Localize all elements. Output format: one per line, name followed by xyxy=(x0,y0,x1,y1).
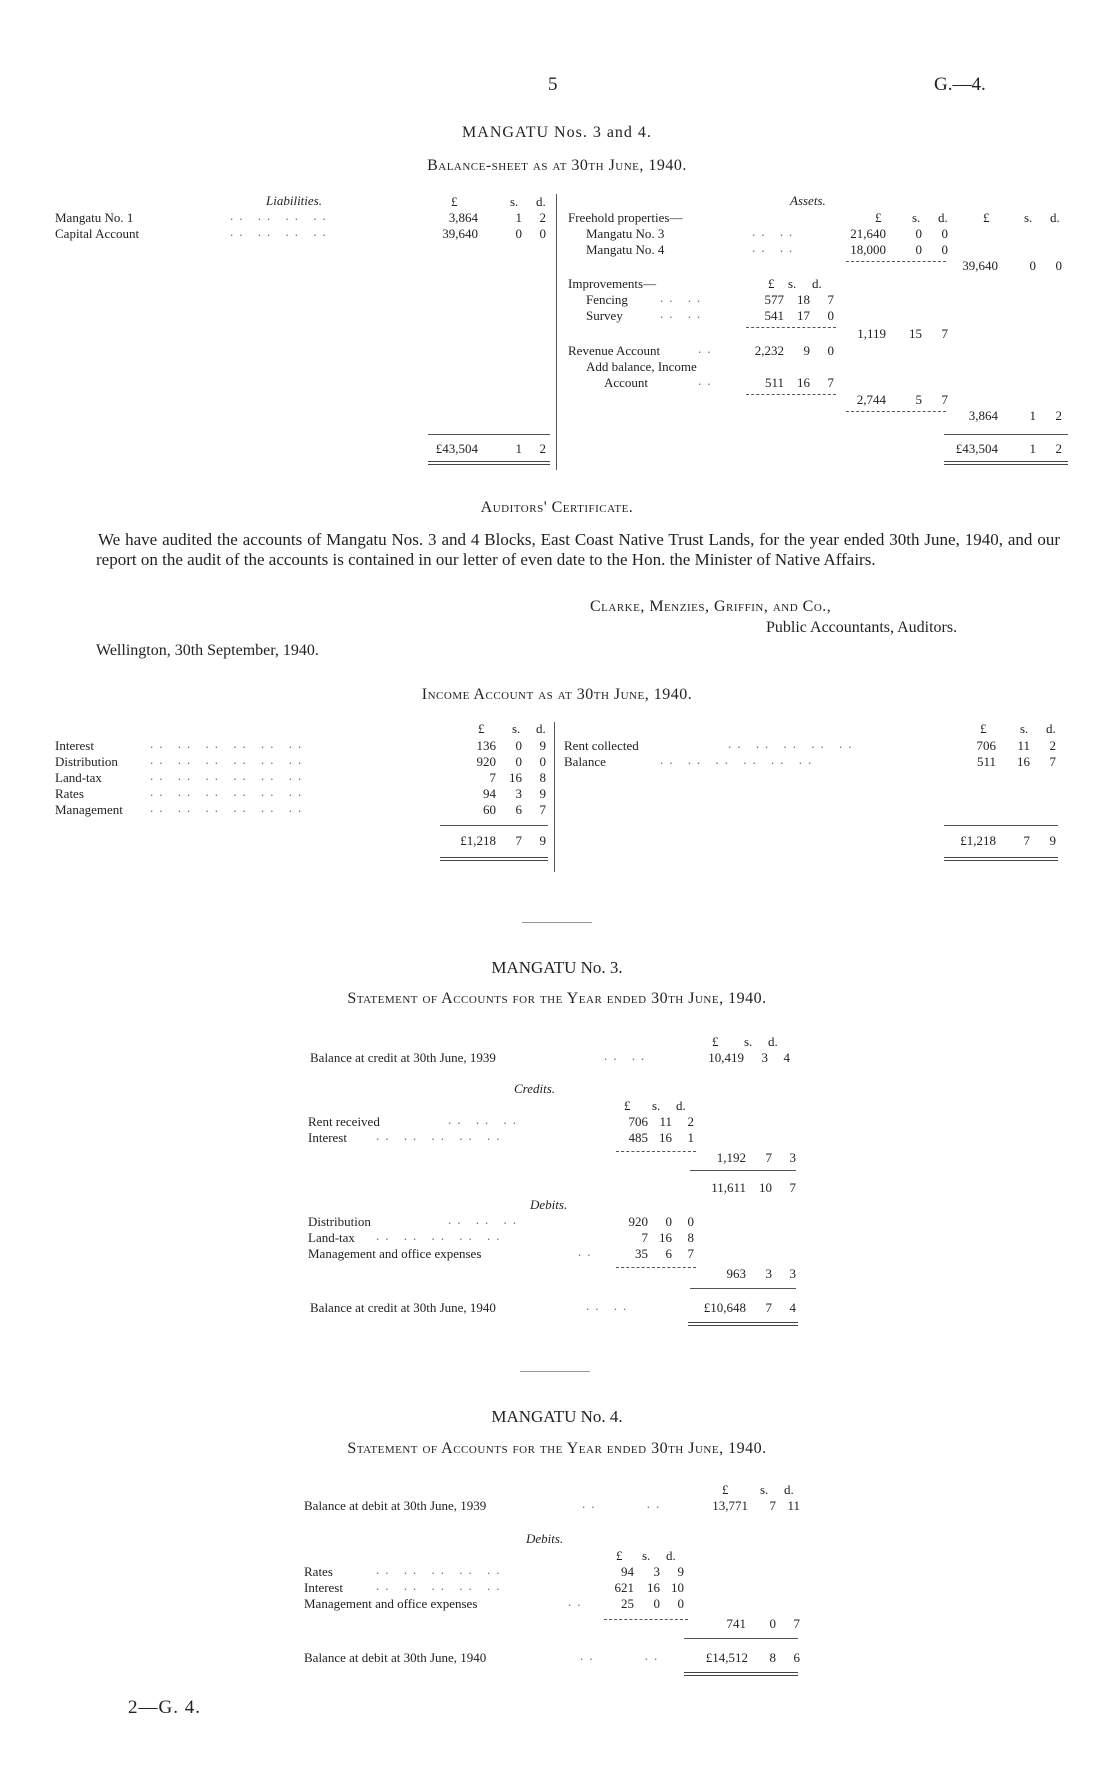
liabilities-total-pounds: £43,504 xyxy=(435,441,478,456)
assets-heading: Assets. xyxy=(790,193,826,208)
mangatu3-running-total-shillings: 10 xyxy=(759,1180,772,1195)
mangatu3-debit-pence: 7 xyxy=(687,1246,694,1261)
double-rule xyxy=(944,461,1068,465)
income-credit-pence: 2 xyxy=(1049,738,1056,753)
mangatu4-closing-shillings: 8 xyxy=(769,1650,776,1665)
section-separator xyxy=(520,1371,590,1372)
mangatu3-debits-total-shillings: 3 xyxy=(765,1266,772,1281)
improvements-label: Improvements— xyxy=(568,276,657,291)
auditors-role: Public Accountants, Auditors. xyxy=(766,619,958,636)
income-debit-shillings: 16 xyxy=(509,770,522,785)
mangatu4-debits-total-pounds: 741 xyxy=(726,1616,746,1631)
mangatu3-debit-pounds: 35 xyxy=(635,1246,648,1261)
mangatu4-debit-pounds: 25 xyxy=(621,1596,634,1611)
currency-shillings-header: s. xyxy=(510,194,519,209)
revenue-account-pence: 0 xyxy=(827,343,834,358)
subtotal-rule xyxy=(690,1170,796,1171)
liability-pence: 0 xyxy=(539,226,546,241)
mangatu4-debit-label: Rates xyxy=(304,1564,333,1579)
mangatu4-debit-pence: 10 xyxy=(671,1580,684,1595)
mangatu3-credit-shillings: 11 xyxy=(659,1114,672,1129)
liability-shillings: 1 xyxy=(515,210,522,225)
mangatu3-debits-heading: Debits. xyxy=(530,1197,568,1212)
income-debits-total-shillings: 7 xyxy=(515,833,522,848)
mangatu3-credits-total-pence: 3 xyxy=(789,1150,796,1165)
income-credit-shillings: 11 xyxy=(1017,738,1030,753)
mangatu3-debit-pence: 0 xyxy=(687,1214,694,1229)
subtotal-rule xyxy=(616,1267,696,1268)
total-rule xyxy=(684,1638,798,1639)
income-debit-pounds: 60 xyxy=(483,802,496,817)
freehold-item-pence: 0 xyxy=(941,242,948,257)
mangatu3-credits-heading: Credits. xyxy=(514,1081,556,1096)
mangatu3-debit-shillings: 0 xyxy=(665,1214,672,1229)
auditors-heading: Auditors' Certificate. xyxy=(480,499,634,516)
leader-dots: .. .. xyxy=(660,306,707,321)
double-rule xyxy=(684,1672,798,1676)
leader-dots: .. xyxy=(698,341,717,356)
income-credits-total-pounds: £1,218 xyxy=(960,833,996,848)
subtotal-rule xyxy=(604,1619,688,1620)
improvement-item-pence: 0 xyxy=(827,308,834,323)
currency-pounds-header: £ xyxy=(980,721,987,736)
currency-shillings-header: s. xyxy=(652,1098,661,1113)
currency-pence-header: d. xyxy=(784,1482,794,1497)
income-credit-pence: 7 xyxy=(1049,754,1056,769)
currency-pence-header: d. xyxy=(812,276,822,291)
freehold-item-pounds: 18,000 xyxy=(850,242,886,257)
currency-pounds-header: £ xyxy=(624,1098,631,1113)
assets-total-shillings: 1 xyxy=(1029,441,1036,456)
mangatu4-debit-pence: 0 xyxy=(677,1596,684,1611)
mangatu3-credit-shillings: 16 xyxy=(659,1130,672,1145)
currency-pence-header: d. xyxy=(536,721,546,736)
income-debit-label: Distribution xyxy=(55,754,118,769)
mangatu3-closing-pence: 4 xyxy=(789,1300,796,1315)
assets-subtotal-pounds: 3,864 xyxy=(968,408,998,423)
liability-label: Mangatu No. 1 xyxy=(55,210,134,225)
leader-dots: .. .. .. .. .. .. xyxy=(150,800,308,815)
leader-dots: .. .. .. .. .. xyxy=(376,1578,506,1593)
mangatu3-closing-shillings: 7 xyxy=(765,1300,772,1315)
currency-shillings-header: s. xyxy=(912,210,921,225)
mangatu4-closing-label: Balance at debit at 30th June, 1940 xyxy=(304,1650,487,1665)
revenue-total-pence: 7 xyxy=(941,392,948,407)
leader-dots: .. .. .. xyxy=(448,1112,522,1127)
income-credits-total-pence: 9 xyxy=(1049,833,1056,848)
income-debit-pounds: 7 xyxy=(489,770,496,785)
income-debit-label: Land-tax xyxy=(55,770,102,785)
leader-dots: .. .. .. .. .. .. xyxy=(150,752,308,767)
currency-pounds-header: £ xyxy=(616,1548,623,1563)
mangatu3-credit-pence: 1 xyxy=(687,1130,694,1145)
income-account-title: Income Account as at 30th June, 1940. xyxy=(421,686,693,703)
income-debit-label: Management xyxy=(55,802,123,817)
add-balance-label: Add balance, Income xyxy=(586,359,697,374)
currency-pounds-header: £ xyxy=(875,210,882,225)
leader-dots: .. .. .. .. xyxy=(230,224,332,239)
income-debit-label: Rates xyxy=(55,786,84,801)
currency-pence-header: d. xyxy=(676,1098,686,1113)
revenue-total-pounds: 2,744 xyxy=(856,392,886,407)
balance-sheet-subtitle: Balance-sheet as at 30th June, 1940. xyxy=(427,157,687,174)
mangatu4-debit-shillings: 16 xyxy=(647,1580,660,1595)
income-debit-pounds: 94 xyxy=(483,786,496,801)
income-credit-pounds: 511 xyxy=(976,754,996,769)
mangatu4-debits-total-pence: 7 xyxy=(793,1616,800,1631)
freehold-total-pence: 0 xyxy=(1055,258,1062,273)
mangatu3-debit-label: Management and office expenses xyxy=(308,1246,482,1261)
freehold-total-shillings: 0 xyxy=(1029,258,1036,273)
currency-pounds-header: £ xyxy=(451,194,458,209)
income-debit-pence: 9 xyxy=(539,786,546,801)
income-debits-total-pounds: £1,218 xyxy=(460,833,496,848)
mangatu3-debit-pounds: 7 xyxy=(641,1230,648,1245)
leader-dots: .. .. xyxy=(752,224,799,239)
mangatu3-opening-label: Balance at credit at 30th June, 1939 xyxy=(310,1050,496,1065)
liability-pounds: 39,640 xyxy=(442,226,478,241)
improvement-item-pence: 7 xyxy=(827,292,834,307)
income-debit-label: Interest xyxy=(55,738,94,753)
mangatu3-credit-label: Interest xyxy=(308,1130,347,1145)
total-rule xyxy=(440,825,548,826)
mangatu4-title: MANGATU No. 4. xyxy=(491,1407,623,1426)
mangatu3-title: MANGATU No. 3. xyxy=(491,958,623,977)
leader-dots: .. .. .. .. .. xyxy=(376,1562,506,1577)
liability-shillings: 0 xyxy=(515,226,522,241)
add-balance-shillings: 16 xyxy=(797,375,810,390)
assets-total-pence: 2 xyxy=(1055,441,1062,456)
liabilities-total-pence: 2 xyxy=(539,441,546,456)
freehold-item-shillings: 0 xyxy=(915,226,922,241)
income-debit-pence: 9 xyxy=(539,738,546,753)
page-number: 5 xyxy=(548,74,558,95)
assets-subtotal-shillings: 1 xyxy=(1029,408,1036,423)
income-debit-pence: 7 xyxy=(539,802,546,817)
improvement-item-pounds: 541 xyxy=(764,308,784,323)
subtotal-rule xyxy=(616,1151,696,1152)
leader-dots: .. .. xyxy=(582,1496,666,1511)
mangatu3-opening-pounds: 10,419 xyxy=(708,1050,744,1065)
improvement-item-label: Survey xyxy=(586,308,623,323)
mangatu4-opening-shillings: 7 xyxy=(769,1498,776,1513)
footer-signature: 2—G. 4. xyxy=(128,1697,201,1718)
income-debit-shillings: 6 xyxy=(515,802,522,817)
currency-shillings-header: s. xyxy=(642,1548,651,1563)
freehold-label: Freehold properties— xyxy=(568,210,683,225)
currency-pence-header: d. xyxy=(938,210,948,225)
mangatu3-debits-total-pounds: 963 xyxy=(726,1266,746,1281)
mangatu3-credits-total-shillings: 7 xyxy=(765,1150,772,1165)
currency-pence-header: d. xyxy=(1046,721,1056,736)
mangatu4-debit-label: Interest xyxy=(304,1580,343,1595)
mangatu3-running-total-pounds: 11,611 xyxy=(711,1180,746,1195)
mangatu3-debit-shillings: 16 xyxy=(659,1230,672,1245)
leader-dots: .. .. xyxy=(586,1298,633,1313)
income-debit-pounds: 920 xyxy=(476,754,496,769)
section-separator xyxy=(522,922,592,923)
currency-pounds-header: £ xyxy=(478,721,485,736)
revenue-total-shillings: 5 xyxy=(915,392,922,407)
mangatu3-credit-pence: 2 xyxy=(687,1114,694,1129)
mangatu3-credit-pounds: 485 xyxy=(628,1130,648,1145)
assets-subtotal-pence: 2 xyxy=(1055,408,1062,423)
total-rule xyxy=(944,434,1068,435)
currency-pence-header: d. xyxy=(536,194,546,209)
auditors-place-date: Wellington, 30th September, 1940. xyxy=(96,642,319,659)
income-debits-total-pence: 9 xyxy=(539,833,546,848)
mangatu3-opening-shillings: 3 xyxy=(761,1050,768,1065)
mangatu3-credit-pounds: 706 xyxy=(628,1114,648,1129)
mangatu4-debit-shillings: 0 xyxy=(653,1596,660,1611)
currency-shillings-header: s. xyxy=(744,1034,753,1049)
income-debit-shillings: 0 xyxy=(515,754,522,769)
income-credit-label: Balance xyxy=(564,754,606,769)
mangatu3-subtitle: Statement of Accounts for the Year ended 30th June, 1940. xyxy=(347,990,767,1007)
add-balance-pence: 7 xyxy=(827,375,834,390)
improvement-item-shillings: 17 xyxy=(797,308,810,323)
balance-sheet-title: MANGATU Nos. 3 and 4. xyxy=(462,124,652,141)
document-reference: G.—4. xyxy=(934,74,986,95)
income-credit-pounds: 706 xyxy=(976,738,996,753)
leader-dots: .. .. .. .. .. .. xyxy=(660,752,818,767)
income-debit-pence: 8 xyxy=(539,770,546,785)
currency-shillings-header: s. xyxy=(1020,721,1029,736)
liabilities-total-shillings: 1 xyxy=(515,441,522,456)
leader-dots: .. .. xyxy=(604,1048,651,1063)
mangatu4-opening-pounds: 13,771 xyxy=(712,1498,748,1513)
improvement-item-pounds: 577 xyxy=(764,292,784,307)
leader-dots: .. .. .. .. .. xyxy=(376,1128,506,1143)
leader-dots: .. .. .. .. .. xyxy=(376,1228,506,1243)
leader-dots: .. .. .. .. .. .. xyxy=(150,768,308,783)
mangatu3-debit-shillings: 6 xyxy=(665,1246,672,1261)
freehold-item-pence: 0 xyxy=(941,226,948,241)
mangatu3-opening-pence: 4 xyxy=(783,1050,790,1065)
liability-pounds: 3,864 xyxy=(448,210,478,225)
mangatu4-opening-label: Balance at debit at 30th June, 1939 xyxy=(304,1498,487,1513)
revenue-account-label: Revenue Account xyxy=(568,343,661,358)
income-credits-total-shillings: 7 xyxy=(1023,833,1030,848)
leader-dots: .. .. .. .. xyxy=(230,208,332,223)
add-balance-label-cont: Account xyxy=(604,375,649,390)
mangatu3-credits-total-pounds: 1,192 xyxy=(716,1150,746,1165)
double-rule xyxy=(428,461,550,465)
mangatu3-debit-pence: 8 xyxy=(687,1230,694,1245)
leader-dots: .. .. .. .. .. .. xyxy=(150,736,308,751)
mangatu3-debits-total-pence: 3 xyxy=(789,1266,796,1281)
currency-shillings-header: s. xyxy=(760,1482,769,1497)
leader-dots: .. .. xyxy=(752,240,799,255)
leader-dots: .. xyxy=(578,1244,597,1259)
currency-shillings-header: s. xyxy=(1024,210,1033,225)
liability-label: Capital Account xyxy=(55,226,140,241)
revenue-account-shillings: 9 xyxy=(803,343,810,358)
leader-dots: .. xyxy=(568,1594,587,1609)
income-debit-pounds: 136 xyxy=(476,738,496,753)
revenue-account-pounds: 2,232 xyxy=(754,343,784,358)
currency-pounds-header: £ xyxy=(983,210,990,225)
currency-pounds-header: £ xyxy=(722,1482,729,1497)
improvements-total-pence: 7 xyxy=(941,326,948,341)
total-rule xyxy=(690,1288,796,1289)
mangatu3-running-total-pence: 7 xyxy=(789,1180,796,1195)
improvements-total-pounds: 1,119 xyxy=(857,326,886,341)
freehold-item-shillings: 0 xyxy=(915,242,922,257)
mangatu4-closing-pounds: £14,512 xyxy=(705,1650,748,1665)
currency-pence-header: d. xyxy=(666,1548,676,1563)
mangatu3-debit-pounds: 920 xyxy=(628,1214,648,1229)
income-debit-shillings: 0 xyxy=(515,738,522,753)
mangatu3-debit-label: Distribution xyxy=(308,1214,371,1229)
mangatu4-closing-pence: 6 xyxy=(793,1650,800,1665)
mangatu4-debit-shillings: 3 xyxy=(653,1564,660,1579)
income-debit-pence: 0 xyxy=(539,754,546,769)
improvement-item-shillings: 18 xyxy=(797,292,810,307)
mangatu4-debits-total-shillings: 0 xyxy=(769,1616,776,1631)
liability-pence: 2 xyxy=(539,210,546,225)
leader-dots: .. .. .. .. .. .. xyxy=(150,784,308,799)
auditors-firm: Clarke, Menzies, Griffin, and Co., xyxy=(590,598,832,615)
currency-pence-header: d. xyxy=(768,1034,778,1049)
mangatu4-subtitle: Statement of Accounts for the Year ended 30th June, 1940. xyxy=(347,1440,767,1457)
mangatu4-debit-pence: 9 xyxy=(677,1564,684,1579)
leader-dots: .. xyxy=(698,373,717,388)
improvements-total-shillings: 15 xyxy=(909,326,922,341)
improvement-item-label: Fencing xyxy=(586,292,628,307)
currency-shillings-header: s. xyxy=(788,276,797,291)
total-rule xyxy=(944,825,1058,826)
freehold-item-label: Mangatu No. 4 xyxy=(586,242,665,257)
mangatu4-debit-pounds: 94 xyxy=(621,1564,634,1579)
currency-pounds-header: £ xyxy=(712,1034,719,1049)
double-rule xyxy=(440,857,548,861)
double-rule xyxy=(688,1322,798,1326)
double-rule xyxy=(944,857,1058,861)
assets-total-pounds: £43,504 xyxy=(955,441,998,456)
mangatu4-debit-pounds: 621 xyxy=(614,1580,634,1595)
mangatu4-opening-pence: 11 xyxy=(787,1498,800,1513)
leader-dots: .. .. xyxy=(660,290,707,305)
currency-pounds-header: £ xyxy=(768,276,775,291)
leader-dots: .. .. .. xyxy=(448,1212,522,1227)
currency-shillings-header: s. xyxy=(512,721,521,736)
freehold-total-pounds: 39,640 xyxy=(962,258,998,273)
add-balance-pounds: 511 xyxy=(764,375,784,390)
income-credit-shillings: 16 xyxy=(1017,754,1030,769)
column-divider xyxy=(554,722,555,872)
column-divider xyxy=(556,194,557,470)
freehold-item-label: Mangatu No. 3 xyxy=(586,226,665,241)
mangatu4-debits-heading: Debits. xyxy=(526,1531,564,1546)
leader-dots: .. .. .. .. .. xyxy=(728,736,858,751)
auditors-paragraph: We have audited the accounts of Mangatu Nos. 3 and 4 Blocks, East Coast Native Trust Lands, for the year ended 30th June, 1940, and our report on the audit of the accounts is contained in our letter of even date to the Hon. the Minister of Native Affairs. xyxy=(96,530,1060,569)
total-rule xyxy=(428,434,550,435)
liabilities-heading: Liabilities. xyxy=(266,193,322,208)
income-credit-label: Rent collected xyxy=(564,738,639,753)
mangatu3-closing-pounds: £10,648 xyxy=(703,1300,746,1315)
income-debit-shillings: 3 xyxy=(515,786,522,801)
mangatu3-closing-label: Balance at credit at 30th June, 1940 xyxy=(310,1300,496,1315)
leader-dots: .. .. xyxy=(580,1648,664,1663)
mangatu3-credit-label: Rent received xyxy=(308,1114,380,1129)
mangatu3-debit-label: Land-tax xyxy=(308,1230,355,1245)
currency-pence-header: d. xyxy=(1050,210,1060,225)
mangatu4-debit-label: Management and office expenses xyxy=(304,1596,478,1611)
freehold-item-pounds: 21,640 xyxy=(850,226,886,241)
